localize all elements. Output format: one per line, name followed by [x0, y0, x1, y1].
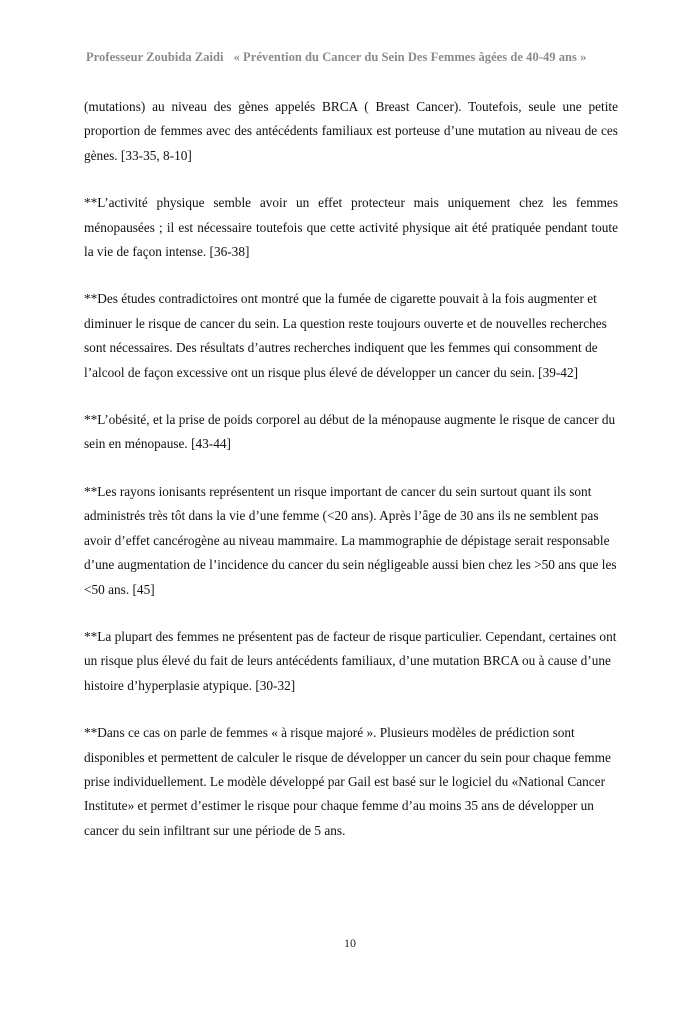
paragraph-high-risk-models: **Dans ce cas on parle de femmes « à risque majoré ». Plusieurs modèles de prédiction sont disponibles et permettent de calculer le risque de développer un cancer du sein pour chaque femme prise individuellement. Le modèle développé par Gail est basé sur le logiciel du «National Cancer Institute» et permet d’estimer le risque pour chaque femme d’au moins 35 ans de développer un cancer du sein infiltrant sur une période de 5 ans. [84, 725, 611, 838]
paragraph-smoking-alcohol: **Des études contradictoires ont montré que la fumée de cigarette pouvait à la fois augmenter et diminuer le risque de cancer du sein. La question reste toujours ouverte et de nouvelles recherches sont nécessaires. Des résultats d’autres recherches indiquent que les femmes qui consomment de l’alcool de façon excessive ont un risque plus élevé de développer un cancer du sein. [39-42] [84, 291, 607, 380]
paragraph-brca-mutations: (mutations) au niveau des gènes appelés BRCA ( Breast Cancer). Toutefois, seule une petite proportion de femmes avec des antécédents familiaux est porteuse d’une mutation au niveau de ces gènes. [33-35, 8-10] [84, 99, 618, 163]
paragraph-risk-factors: **La plupart des femmes ne présentent pas de facteur de risque particulier. Cependant, certaines ont un risque plus élevé du fait de leurs antécédents familiaux, d’une mutation BRCA ou à cause d’une histoire d’hyperplasie atypique. [30-32] [84, 628, 617, 693]
paragraph-physical-activity: **L’activité physique semble avoir un effet protecteur mais uniquement chez les femmes ménopausées ; il est nécessaire toutefois que cette activité physique ait été pratiquée pendant toute la vie de façon intense. [36-38] [84, 195, 618, 260]
body-text [84, 95, 618, 866]
paragraph-ionizing-radiation: **Les rayons ionisants représentent un risque important de cancer du sein surtout quant ils sont administrés très tôt dans la vie d’une femme (<20 ans). Après l’âge de 30 ans ils ne semblent pas avoir d’effet cancérogène au niveau mammaire. La mammographie de dépistage serait responsable d’une augmentation de l’incidence du cancer du sein négligeable aussi bien chez les >50 ans que les <50 ans. [45] [84, 483, 617, 597]
header-author: Professeur Zoubida Zaidi [86, 50, 224, 64]
running-header [86, 50, 646, 65]
header-title: « Prévention du Cancer du Sein Des Femmes âgées de 40-49 ans » [233, 50, 587, 64]
page-number: 10 [344, 936, 356, 950]
paragraph-obesity: **L’obésité, et la prise de poids corporel au début de la ménopause augmente le risque de cancer du sein en ménopause. [43-44] [84, 412, 616, 452]
